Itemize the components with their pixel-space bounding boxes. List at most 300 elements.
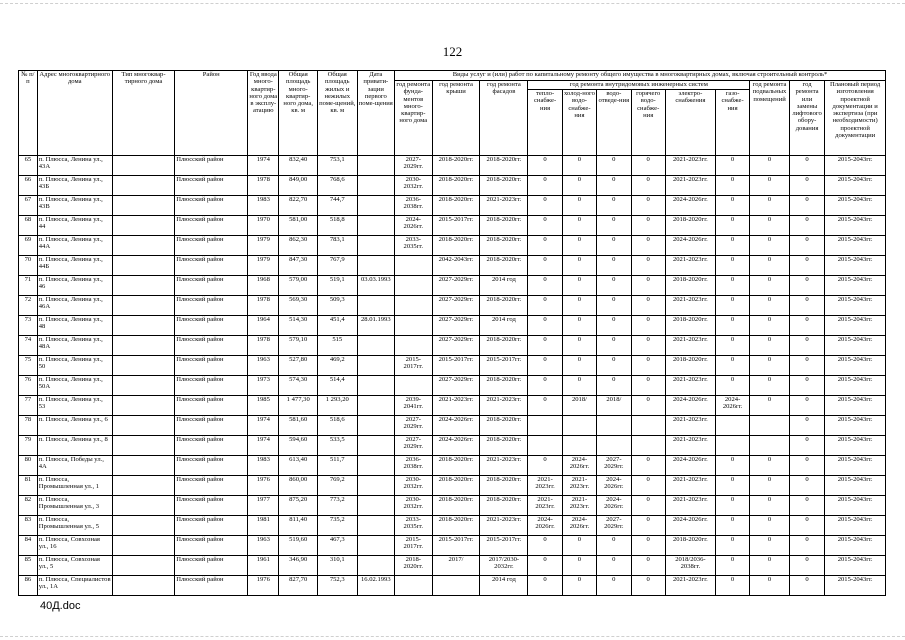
cell-cold-water <box>562 416 596 436</box>
table-header <box>19 71 886 156</box>
page-number: 122 <box>442 44 463 59</box>
cell-drainage: 0 <box>597 216 631 236</box>
cell-drainage: 0 <box>597 256 631 276</box>
cell-year: 1983 <box>248 196 279 216</box>
cell-address: п. Плюсса, Ленина ул., 44 <box>37 216 112 236</box>
cell-drainage <box>597 416 631 436</box>
cell-privatization-date <box>357 236 395 256</box>
cell-facade: 2018-2020гг. <box>480 416 528 436</box>
cell-elevators: 0 <box>789 516 824 536</box>
cell-living-area: 514,4 <box>317 376 357 396</box>
cell-gas <box>715 416 749 436</box>
cell-elevators: 0 <box>789 296 824 316</box>
cell-living-area: 511,7 <box>317 456 357 476</box>
cell-cold-water: 0 <box>562 336 596 356</box>
cell-year: 1978 <box>248 296 279 316</box>
cell-foundation: 2015-2017гг. <box>395 356 433 376</box>
cell-hot-water: 0 <box>631 196 665 216</box>
cell-num: 67 <box>19 196 38 216</box>
cell-heat: 2021-2023гг. <box>528 476 562 496</box>
cell-num: 84 <box>19 536 38 556</box>
cell-foundation <box>395 376 433 396</box>
cell-district: Плюсский район <box>175 496 248 516</box>
cell-district: Плюсский район <box>175 396 248 416</box>
cell-address: п. Плюсса, Ленина ул., 48 <box>37 316 112 336</box>
cell-planned-period: 2015-2043гг. <box>825 516 886 536</box>
cell-elevators: 0 <box>789 436 824 456</box>
cell-elevators: 0 <box>789 536 824 556</box>
cell-drainage: 2024-2026гг. <box>597 476 631 496</box>
cell-electric: 2021-2023гг. <box>665 336 715 356</box>
cell-heat: 0 <box>528 296 562 316</box>
cell-house-type <box>112 516 175 536</box>
cell-roof: 2018-2020гг. <box>432 456 480 476</box>
cell-cold-water: 0 <box>562 376 596 396</box>
cell-gas: 0 <box>715 536 749 556</box>
cell-drainage: 0 <box>597 376 631 396</box>
cell-num: 83 <box>19 516 38 536</box>
cell-foundation <box>395 336 433 356</box>
cell-num: 66 <box>19 176 38 196</box>
cell-elevators: 0 <box>789 336 824 356</box>
cell-elevators: 0 <box>789 456 824 476</box>
cell-district: Плюсский район <box>175 556 248 576</box>
cell-facade: 2017/2030-2032гг. <box>480 556 528 576</box>
cell-address: п. Плюсса, Промышленная ул., 3 <box>37 496 112 516</box>
header-foundation: год ремонта фунда-ментов много-квартир-ного дома <box>395 81 433 156</box>
cell-drainage: 0 <box>597 356 631 376</box>
cell-electric: 2024-2026гг. <box>665 396 715 416</box>
cell-facade: 2018-2020гг. <box>480 156 528 176</box>
cell-year: 1970 <box>248 216 279 236</box>
cell-cold-water: 0 <box>562 356 596 376</box>
cell-gas: 2024-2026гг. <box>715 396 749 416</box>
cell-district: Плюсский район <box>175 516 248 536</box>
cell-privatization-date <box>357 216 395 236</box>
cell-basements: 0 <box>750 576 790 596</box>
cell-basements: 0 <box>750 536 790 556</box>
cell-privatization-date: 16.02.1993 <box>357 576 395 596</box>
cell-heat: 2021-2023гг. <box>528 496 562 516</box>
cell-gas: 0 <box>715 216 749 236</box>
cell-hot-water: 0 <box>631 476 665 496</box>
cell-num: 72 <box>19 296 38 316</box>
cell-privatization-date <box>357 296 395 316</box>
header-address: Адрес многоквартирного дома <box>37 71 112 156</box>
cell-district: Плюсский район <box>175 436 248 456</box>
cell-drainage <box>597 436 631 456</box>
cell-cold-water: 0 <box>562 216 596 236</box>
repair-schedule-table-container <box>18 70 886 596</box>
cell-cold-water: 0 <box>562 176 596 196</box>
header-living-area: Общая площадь жилых и нежилых поме-щений, кв. м <box>317 71 357 156</box>
cell-year: 1973 <box>248 376 279 396</box>
cell-electric: 2018-2020гг. <box>665 276 715 296</box>
cell-elevators: 0 <box>789 376 824 396</box>
cell-year: 1985 <box>248 396 279 416</box>
cell-cold-water: 2018/ <box>562 396 596 416</box>
cell-total-area: 1 477,30 <box>279 396 318 416</box>
cell-gas: 0 <box>715 456 749 476</box>
cell-privatization-date <box>357 476 395 496</box>
header-year: Год ввода много-квартир-ного дома в эксплу-атацию <box>248 71 279 156</box>
cell-total-area: 832,40 <box>279 156 318 176</box>
cell-planned-period: 2015-2043гг. <box>825 176 886 196</box>
cell-elevators: 0 <box>789 476 824 496</box>
table-row <box>19 256 886 276</box>
cell-roof: 2015-2017гг. <box>432 536 480 556</box>
cell-facade: 2018-2020гг. <box>480 476 528 496</box>
cell-district: Плюсский район <box>175 296 248 316</box>
cell-address: п. Плюсса, Ленина ул., 8 <box>37 436 112 456</box>
cell-privatization-date: 28.01.1993 <box>357 316 395 336</box>
header-drainage: водо-отведе-ния <box>597 90 631 156</box>
cell-num: 86 <box>19 576 38 596</box>
cell-living-area: 515 <box>317 336 357 356</box>
cell-address: п. Плюсса, Ленина ул., 50 <box>37 356 112 376</box>
cell-basements: 0 <box>750 276 790 296</box>
cell-gas: 0 <box>715 356 749 376</box>
cell-foundation: 2039-2041гг. <box>395 396 433 416</box>
cell-planned-period: 2015-2043гг. <box>825 196 886 216</box>
cell-total-area: 527,80 <box>279 356 318 376</box>
cell-total-area: 346,90 <box>279 556 318 576</box>
cell-num: 71 <box>19 276 38 296</box>
cell-living-area: 451,4 <box>317 316 357 336</box>
cell-foundation <box>395 256 433 276</box>
cell-facade: 2021-2023гг. <box>480 456 528 476</box>
cell-district: Плюсский район <box>175 576 248 596</box>
cell-gas: 0 <box>715 516 749 536</box>
cell-electric: 2024-2026гг. <box>665 516 715 536</box>
cell-house-type <box>112 236 175 256</box>
cell-electric: 2018-2020гг. <box>665 216 715 236</box>
header-services-group: Виды услуг и (или) работ по капитальному ремонту общего имущества в многоквартирных домах, включая строительный контроль* <box>395 71 886 81</box>
cell-address: п. Плюсса, Ленина ул., 46 <box>37 276 112 296</box>
cell-gas: 0 <box>715 196 749 216</box>
cell-hot-water: 0 <box>631 216 665 236</box>
cell-basements: 0 <box>750 396 790 416</box>
cell-num: 77 <box>19 396 38 416</box>
cell-heat: 0 <box>528 156 562 176</box>
cell-electric: 2021-2023гг. <box>665 256 715 276</box>
cell-district: Плюсский район <box>175 536 248 556</box>
cell-facade: 2015-2017гг. <box>480 536 528 556</box>
cell-year: 1979 <box>248 236 279 256</box>
table-row <box>19 296 886 316</box>
cell-drainage: 2027-2029гг. <box>597 456 631 476</box>
cell-address: п. Плюсса, Ленина ул., 44Б <box>37 256 112 276</box>
header-internal-systems-group: год ремонта внутридомовых инженерных систем <box>528 81 750 90</box>
cell-cold-water: 0 <box>562 576 596 596</box>
table-row <box>19 336 886 356</box>
cell-electric: 2024-2026гг. <box>665 456 715 476</box>
cell-house-type <box>112 176 175 196</box>
cell-address: п. Плюсса, Промышленная ул., 1 <box>37 476 112 496</box>
cell-year: 1979 <box>248 256 279 276</box>
cell-heat: 0 <box>528 376 562 396</box>
cell-roof: 2027-2029гг. <box>432 336 480 356</box>
table-row <box>19 196 886 216</box>
cell-planned-period: 2015-2043гг. <box>825 276 886 296</box>
cell-drainage: 0 <box>597 196 631 216</box>
cell-house-type <box>112 576 175 596</box>
cell-hot-water: 0 <box>631 516 665 536</box>
header-district: Район <box>175 71 248 156</box>
cell-year: 1974 <box>248 156 279 176</box>
cell-heat: 0 <box>528 396 562 416</box>
cell-year: 1983 <box>248 456 279 476</box>
cell-total-area: 579,00 <box>279 276 318 296</box>
cell-house-type <box>112 336 175 356</box>
table-row <box>19 476 886 496</box>
cell-house-type <box>112 476 175 496</box>
cell-drainage: 2018/ <box>597 396 631 416</box>
cell-foundation: 2024-2026гг. <box>395 216 433 236</box>
cell-foundation: 2015-2017гг. <box>395 536 433 556</box>
cell-cold-water: 0 <box>562 256 596 276</box>
cell-drainage: 0 <box>597 156 631 176</box>
cell-basements: 0 <box>750 456 790 476</box>
cell-electric: 2021-2023гг. <box>665 376 715 396</box>
table-row <box>19 556 886 576</box>
cell-drainage: 2027-2029гг. <box>597 516 631 536</box>
cell-planned-period: 2015-2043гг. <box>825 556 886 576</box>
cell-district: Плюсский район <box>175 256 248 276</box>
cell-planned-period: 2015-2043гг. <box>825 256 886 276</box>
cell-planned-period: 2015-2043гг. <box>825 456 886 476</box>
cell-total-area: 514,30 <box>279 316 318 336</box>
cell-num: 70 <box>19 256 38 276</box>
cell-year: 1978 <box>248 176 279 196</box>
cell-electric: 2018-2020гг. <box>665 536 715 556</box>
cell-living-area: 752,3 <box>317 576 357 596</box>
cell-address: п. Плюсса, Победы ул., 4А <box>37 456 112 476</box>
table-row <box>19 496 886 516</box>
cell-gas: 0 <box>715 236 749 256</box>
cell-foundation: 2033-2035гг. <box>395 516 433 536</box>
cell-total-area: 594,60 <box>279 436 318 456</box>
cell-address: п. Плюсса, Ленина ул., 46А <box>37 296 112 316</box>
cell-house-type <box>112 496 175 516</box>
cell-electric: 2018-2020гг. <box>665 356 715 376</box>
cell-total-area: 847,30 <box>279 256 318 276</box>
header-facade: год ремонта фасадов <box>480 81 528 156</box>
cell-foundation <box>395 296 433 316</box>
cell-district: Плюсский район <box>175 416 248 436</box>
cell-heat: 0 <box>528 336 562 356</box>
cell-privatization-date <box>357 256 395 276</box>
cell-facade: 2014 год <box>480 276 528 296</box>
cell-cold-water: 0 <box>562 276 596 296</box>
cell-district: Плюсский район <box>175 376 248 396</box>
cell-heat: 0 <box>528 276 562 296</box>
cell-num: 75 <box>19 356 38 376</box>
header-house-type: Тип многоквар-тирного дома <box>112 71 175 156</box>
cell-hot-water: 0 <box>631 296 665 316</box>
cell-facade: 2021-2023гг. <box>480 516 528 536</box>
header-total-area: Общая площадь много-квартир-ного дома, кв. м <box>279 71 318 156</box>
cell-cold-water: 0 <box>562 316 596 336</box>
cell-foundation: 2027-2029гг. <box>395 156 433 176</box>
cell-total-area: 822,70 <box>279 196 318 216</box>
cell-elevators: 0 <box>789 556 824 576</box>
cell-elevators: 0 <box>789 496 824 516</box>
cell-living-area: 310,1 <box>317 556 357 576</box>
cell-address: п. Плюсса, Ленина ул., 48А <box>37 336 112 356</box>
cell-electric: 2021-2023гг. <box>665 416 715 436</box>
cell-planned-period: 2015-2043гг. <box>825 376 886 396</box>
cell-elevators: 0 <box>789 256 824 276</box>
cell-living-area: 533,5 <box>317 436 357 456</box>
cell-hot-water: 0 <box>631 176 665 196</box>
cell-house-type <box>112 256 175 276</box>
table-body <box>19 156 886 596</box>
cell-elevators: 0 <box>789 316 824 336</box>
cell-living-area: 1 293,20 <box>317 396 357 416</box>
cell-address: п. Плюсса, Ленина ул., 53 <box>37 396 112 416</box>
cell-address: п. Плюсса, Ленина ул., 44А <box>37 236 112 256</box>
cell-privatization-date <box>357 496 395 516</box>
cell-hot-water: 0 <box>631 356 665 376</box>
cell-hot-water: 0 <box>631 256 665 276</box>
cell-foundation: 2018-2020гг. <box>395 556 433 576</box>
cell-planned-period: 2015-2043гг. <box>825 416 886 436</box>
cell-total-area: 581,60 <box>279 416 318 436</box>
cell-cold-water: 2021-2023гг. <box>562 496 596 516</box>
cell-drainage: 0 <box>597 276 631 296</box>
cell-privatization-date <box>357 356 395 376</box>
cell-roof: 2027-2029гг. <box>432 296 480 316</box>
cell-total-area: 849,00 <box>279 176 318 196</box>
cell-hot-water: 0 <box>631 376 665 396</box>
cell-basements: 0 <box>750 176 790 196</box>
header-heat: тепло-снабже-ния <box>528 90 562 156</box>
table-row <box>19 176 886 196</box>
cell-gas: 0 <box>715 176 749 196</box>
cell-drainage: 0 <box>597 556 631 576</box>
cell-hot-water: 0 <box>631 396 665 416</box>
cell-district: Плюсский район <box>175 356 248 376</box>
cell-address: п. Плюсса, Промышленная ул., 5 <box>37 516 112 536</box>
cell-num: 69 <box>19 236 38 256</box>
cell-district: Плюсский район <box>175 336 248 356</box>
cell-foundation: 2027-2029гг. <box>395 416 433 436</box>
cell-foundation: 2030-2032гг. <box>395 176 433 196</box>
cell-total-area: 875,20 <box>279 496 318 516</box>
cell-privatization-date <box>357 456 395 476</box>
table-row <box>19 456 886 476</box>
cell-hot-water: 0 <box>631 536 665 556</box>
cell-num: 68 <box>19 216 38 236</box>
cell-elevators: 0 <box>789 176 824 196</box>
cell-basements: 0 <box>750 316 790 336</box>
cell-planned-period: 2015-2043гг. <box>825 336 886 356</box>
cell-heat: 0 <box>528 316 562 336</box>
cell-privatization-date <box>357 156 395 176</box>
cell-year: 1976 <box>248 476 279 496</box>
cell-gas: 0 <box>715 556 749 576</box>
cell-num: 79 <box>19 436 38 456</box>
cell-num: 76 <box>19 376 38 396</box>
cell-year: 1976 <box>248 576 279 596</box>
cell-foundation: 2036-2038гг. <box>395 456 433 476</box>
cell-foundation <box>395 276 433 296</box>
cell-heat: 0 <box>528 456 562 476</box>
cell-heat: 0 <box>528 196 562 216</box>
cell-planned-period: 2015-2043гг. <box>825 236 886 256</box>
cell-privatization-date <box>357 556 395 576</box>
cell-planned-period: 2015-2043гг. <box>825 496 886 516</box>
cell-house-type <box>112 436 175 456</box>
cell-planned-period: 2015-2043гг. <box>825 316 886 336</box>
cell-house-type <box>112 376 175 396</box>
cell-address: п. Плюсса, Совхозная ул., 5 <box>37 556 112 576</box>
cell-facade: 2018-2020гг. <box>480 216 528 236</box>
cell-basements: 0 <box>750 216 790 236</box>
cell-drainage: 0 <box>597 236 631 256</box>
cell-gas: 0 <box>715 496 749 516</box>
cell-planned-period: 2015-2043гг. <box>825 296 886 316</box>
cell-living-area: 769,2 <box>317 476 357 496</box>
cell-basements <box>750 436 790 456</box>
scan-edge-top <box>0 3 905 5</box>
cell-basements: 0 <box>750 496 790 516</box>
cell-num: 80 <box>19 456 38 476</box>
cell-year: 1963 <box>248 536 279 556</box>
cell-planned-period: 2015-2043гг. <box>825 436 886 456</box>
cell-cold-water: 2024-2026гг. <box>562 516 596 536</box>
cell-house-type <box>112 156 175 176</box>
cell-facade: 2014 год <box>480 576 528 596</box>
cell-district: Плюсский район <box>175 456 248 476</box>
cell-living-area: 469,2 <box>317 356 357 376</box>
cell-hot-water <box>631 436 665 456</box>
cell-foundation: 2027-2029гг. <box>395 436 433 456</box>
cell-electric: 2024-2026гг. <box>665 236 715 256</box>
cell-hot-water: 0 <box>631 316 665 336</box>
cell-cold-water: 0 <box>562 556 596 576</box>
cell-roof: 2018-2020гг. <box>432 176 480 196</box>
header-gas: газо-снабже-ния <box>715 90 749 156</box>
cell-gas: 0 <box>715 256 749 276</box>
cell-drainage: 0 <box>597 316 631 336</box>
cell-electric: 2021-2023гг. <box>665 176 715 196</box>
cell-house-type <box>112 276 175 296</box>
cell-basements: 0 <box>750 556 790 576</box>
cell-num: 73 <box>19 316 38 336</box>
cell-total-area: 519,60 <box>279 536 318 556</box>
cell-living-area: 519,1 <box>317 276 357 296</box>
cell-address: п. Плюсса, Ленина ул., 43А <box>37 156 112 176</box>
cell-roof: 2018-2020гг. <box>432 196 480 216</box>
cell-planned-period: 2015-2043гг. <box>825 576 886 596</box>
cell-gas: 0 <box>715 476 749 496</box>
cell-hot-water: 0 <box>631 556 665 576</box>
cell-address: п. Плюсса, Специалистов ул., 1А <box>37 576 112 596</box>
cell-hot-water: 0 <box>631 336 665 356</box>
cell-heat: 0 <box>528 356 562 376</box>
header-basements: год ремонта подвальных помещений <box>750 81 790 156</box>
cell-facade: 2018-2020гг. <box>480 496 528 516</box>
cell-cold-water: 2021-2023гг. <box>562 476 596 496</box>
cell-roof: 2021-2023гг. <box>432 396 480 416</box>
cell-cold-water <box>562 436 596 456</box>
cell-district: Плюсский район <box>175 316 248 336</box>
cell-district: Плюсский район <box>175 216 248 236</box>
cell-total-area: 862,30 <box>279 236 318 256</box>
cell-year: 1974 <box>248 416 279 436</box>
